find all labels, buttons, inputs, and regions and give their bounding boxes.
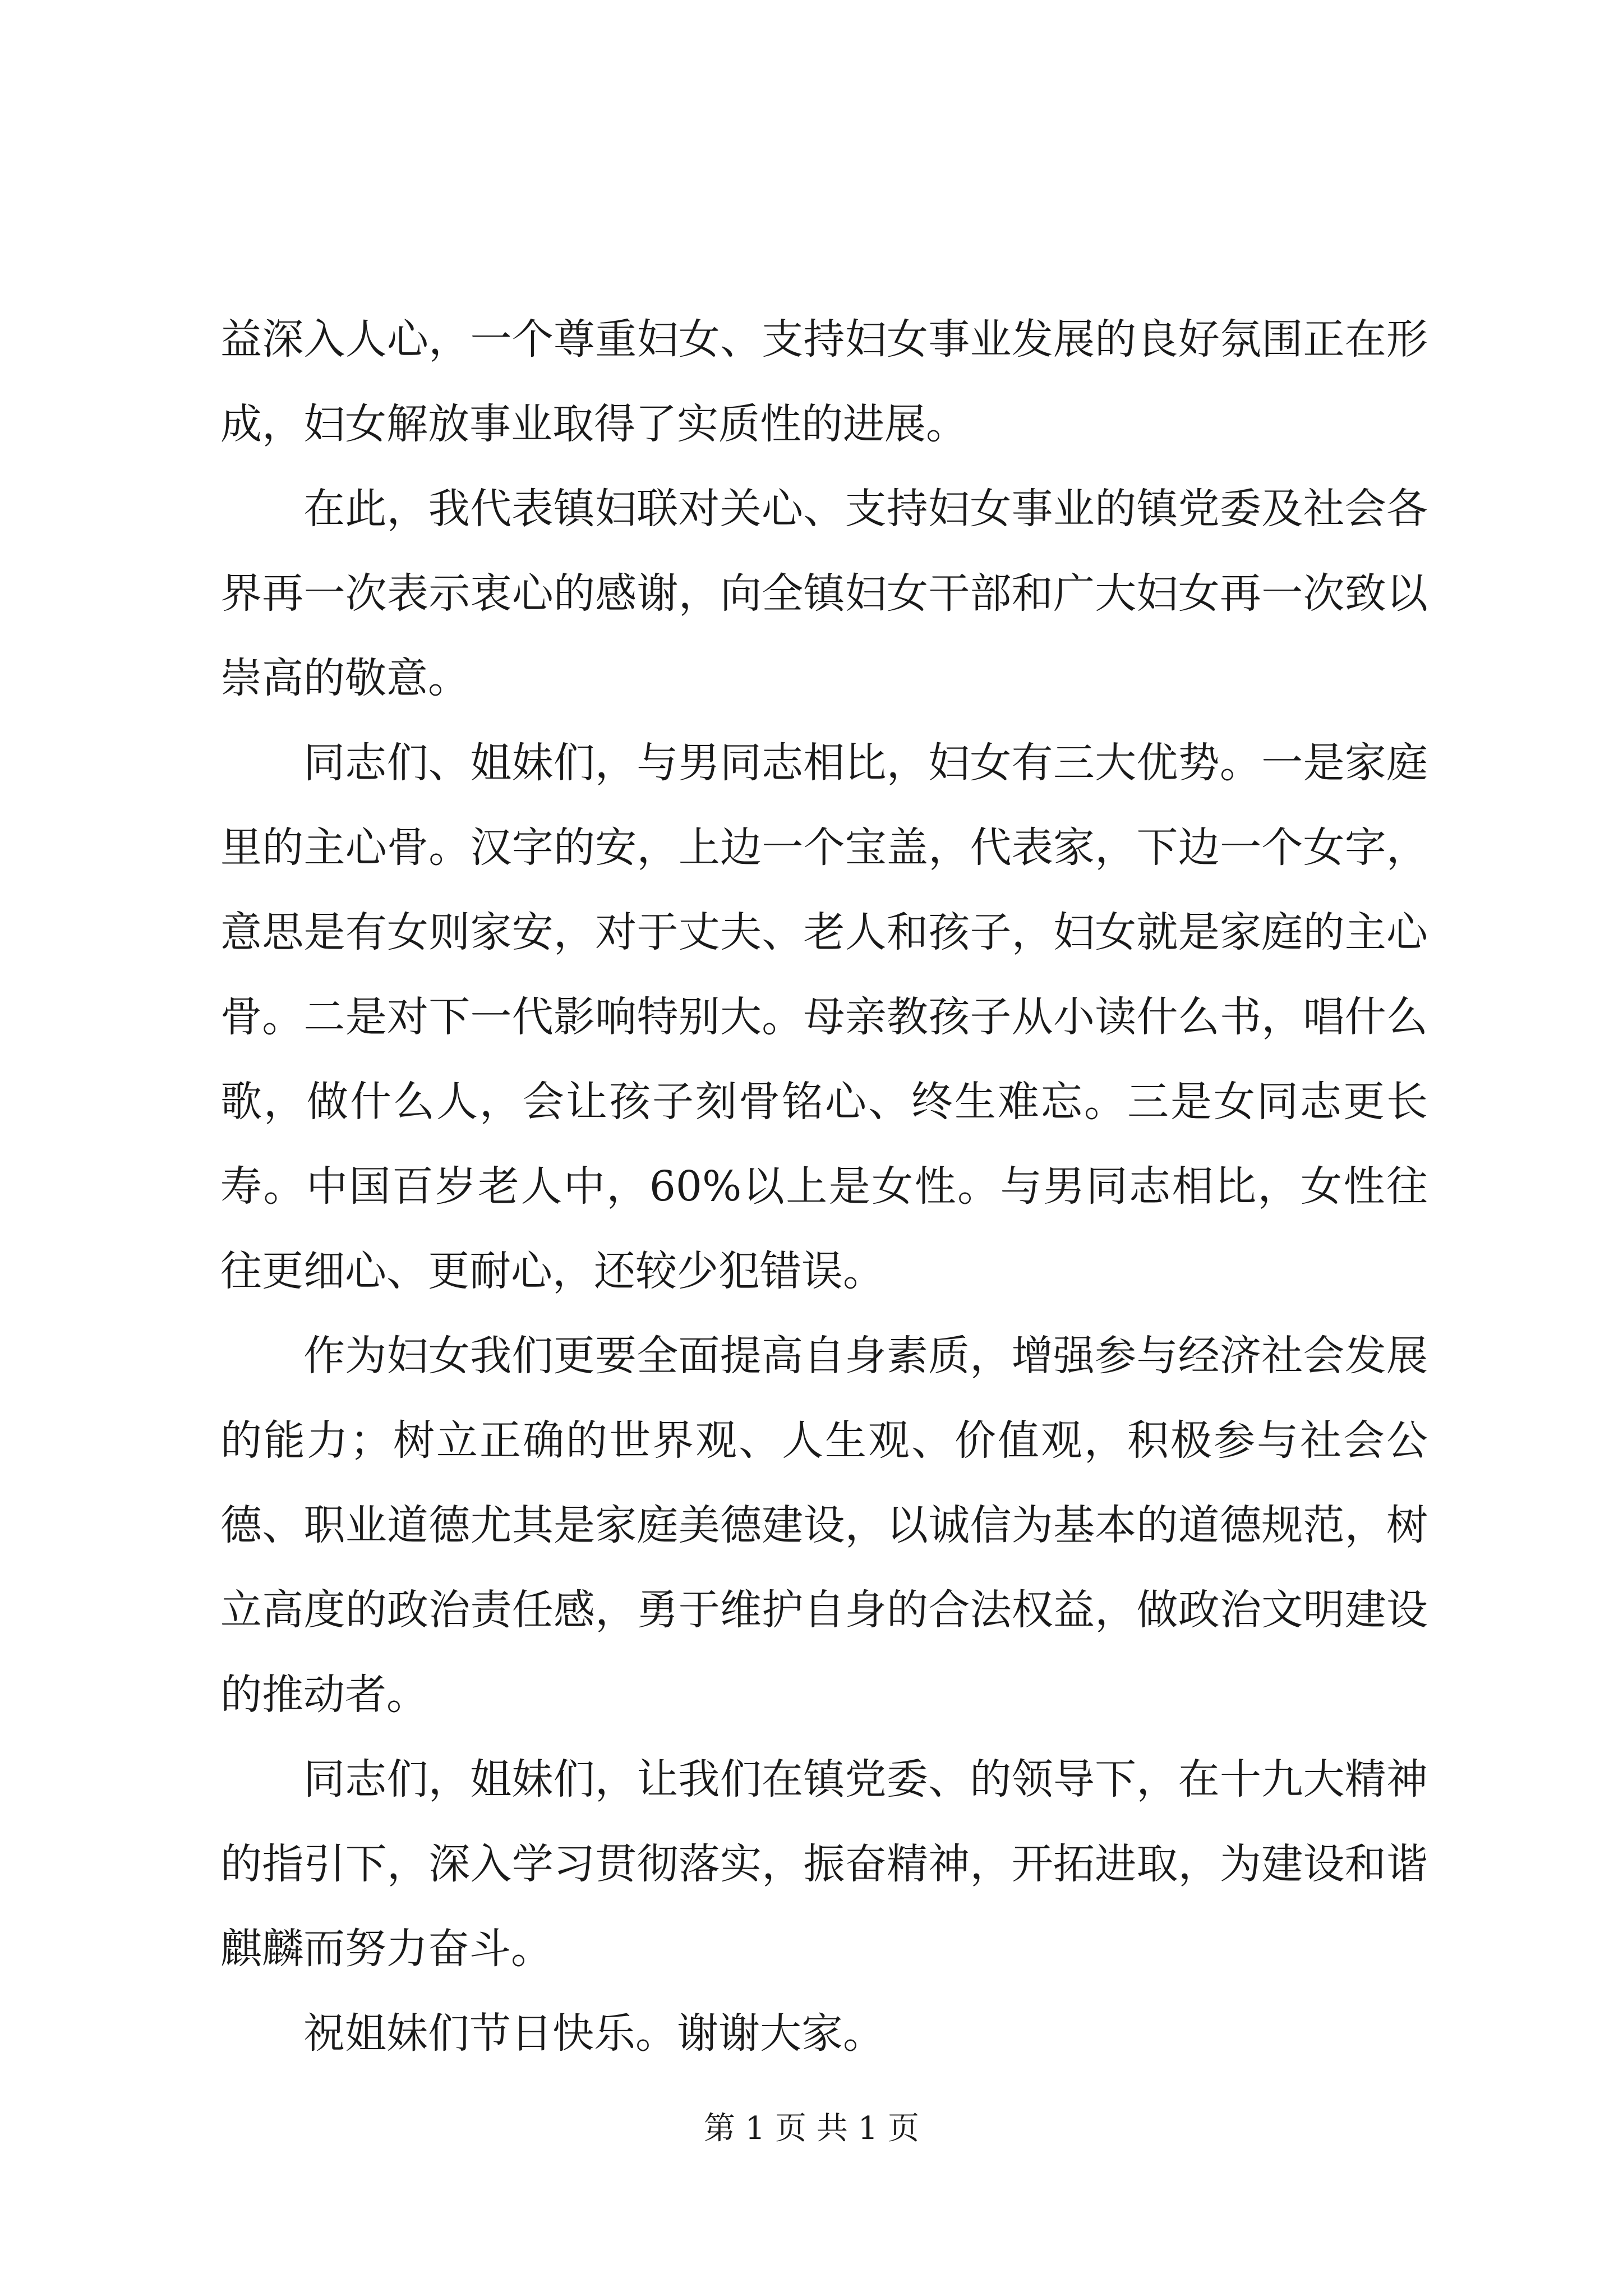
document-body [220,297,1428,2076]
paragraph-2: 在此，我代表镇妇联对关心、支持妇女事业的镇党委及社会各界再一次表示衷心的感谢，向全镇妇女干部和广大妇女再一次致以崇高的敬意。 [220,485,1428,702]
paragraph-1: 益深入人心，一个尊重妇女、支持妇女事业发展的良好氛围正在形成，妇女解放事业取得了实质性的进展。 [220,315,1428,448]
paragraph-5: 同志们，姐妹们，让我们在镇党委、的领导下，在十九大精神的指引下，深入学习贯彻落实，振奋精神，开拓进取，为建设和谐麒麟而努力奋斗。 [220,1755,1428,1973]
paragraph-6: 祝姐妹们节日快乐。谢谢大家。 [303,2009,884,2058]
paragraph-4: 作为妇女我们更要全面提高自身素质，增强参与经济社会发展的能力；树立正确的世界观、人生观、价值观，积极参与社会公德、职业道德尤其是家庭美德建设，以诚信为基本的道德规范，树立高度的政治责任感，勇于维护自身的合法权益，做政治文明建设的推动者。 [220,1332,1428,1719]
paragraph-3: 同志们、姐妹们，与男同志相比，妇女有三大优势。一是家庭里的主心骨。汉字的安，上边一个宝盖，代表家，下边一个女字，意思是有女则家安，对于丈夫、老人和孩子，妇女就是家庭的主心骨。二是对下一代影响特别大。母亲教孩子从小读什么书，唱什么歌，做什么人，会让孩子刻骨铭心、终生难忘。三是女同志更长寿。中国百岁老人中，60%以上是女性。与男同志相比，女性往往更细心、更耐心，还较少犯错误。 [220,739,1428,1295]
page-footer: 第 1 页 共 1 页 [703,2110,920,2147]
